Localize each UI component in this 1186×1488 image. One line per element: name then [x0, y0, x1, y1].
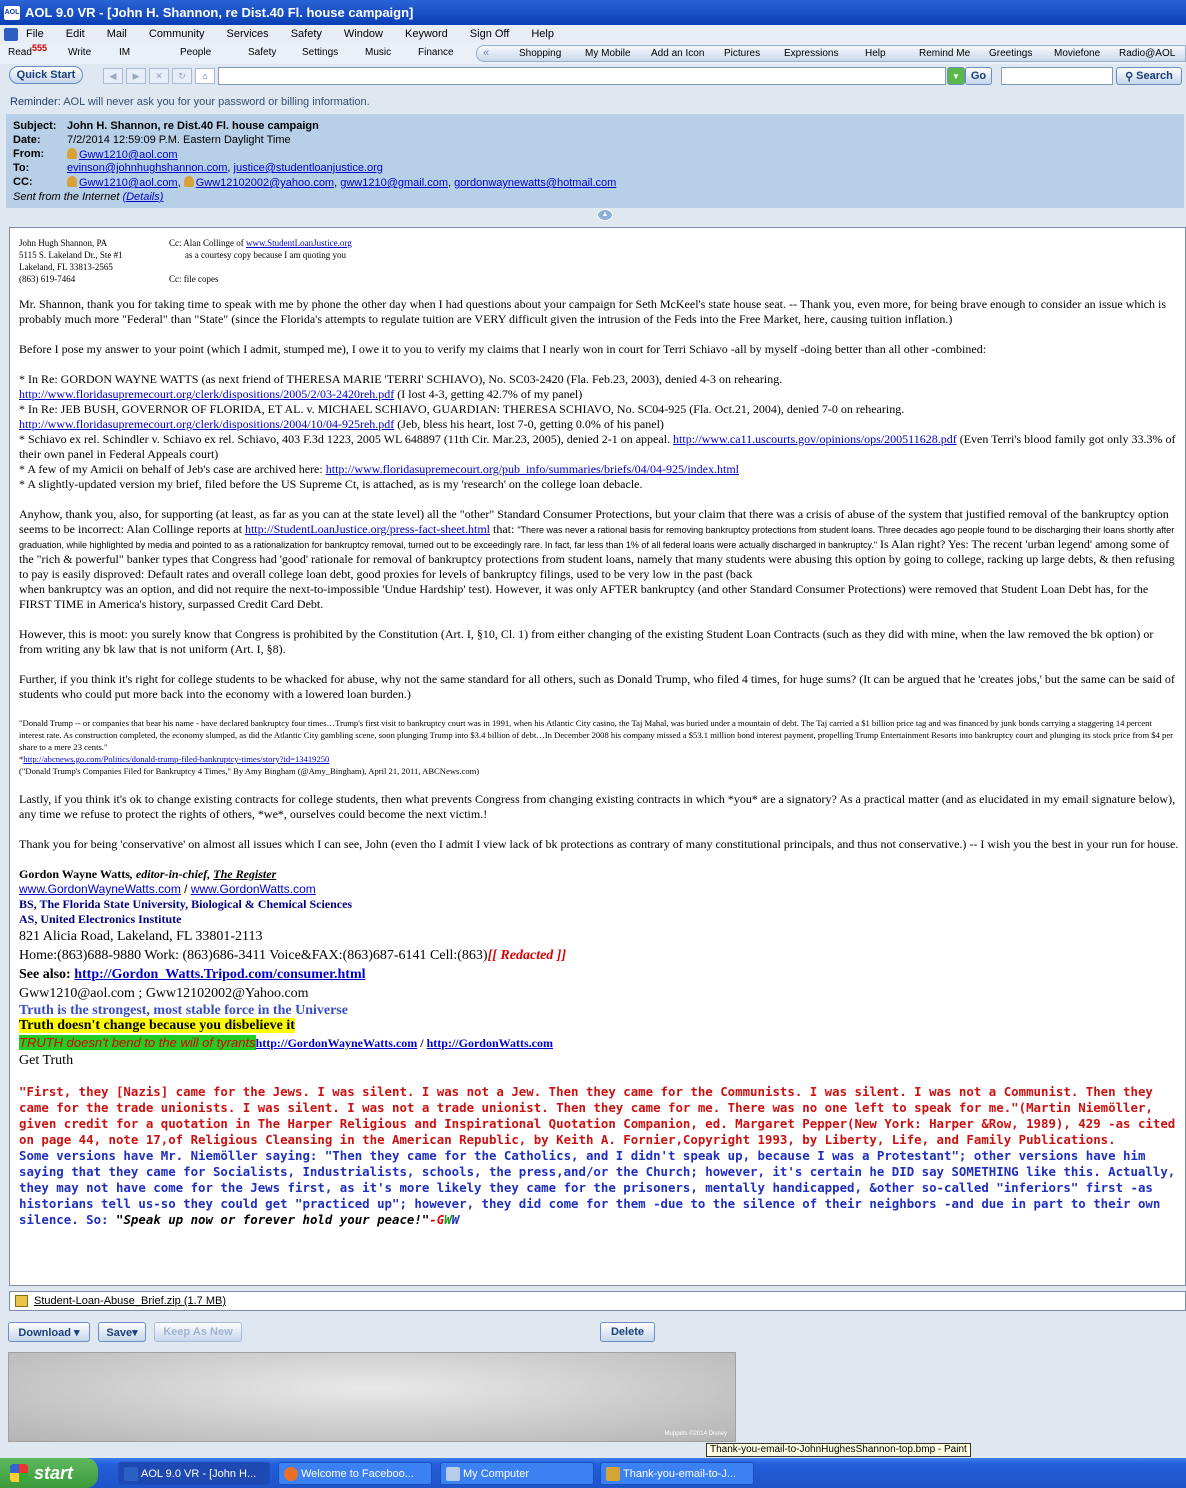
person-icon [67, 176, 77, 187]
letter-address-block [19, 237, 1179, 297]
citation-link[interactable]: http://www.floridasupremecourt.org/clerk/dispositions/2004/10/04-925reh.pdf [19, 417, 395, 431]
aol-logo-icon: AOL [4, 6, 20, 20]
menu-help[interactable]: Help [531, 28, 554, 40]
truth-tyrants: TRUTH doesn't bend to the will of tyrants [19, 1035, 256, 1050]
attachment-name[interactable]: Student-Loan-Abuse_Brief.zip (1.7 MB) [34, 1295, 226, 1307]
reminder-bar [10, 96, 370, 108]
citation-item: * In Re: JEB BUSH, GOVERNOR OF FLORIDA, ET AL. v. MICHAEL SCHIAVO, GUARDIAN: THERESA SCHIAVO, No. SC04-925 (Fla. Oct.21, 2004), denied 7-0 on rehearing. [19, 402, 905, 416]
the-register-link[interactable]: The Register [213, 867, 277, 881]
paragraph: However, this is moot: you surely know that Congress is prohibited by the Constitution (Art. I, §10, Cl. 1) from either changing of the existing Student Loan Contracts (such as they did with mine, when the law removed the bk option) or from writing any bk law that is not uniform (Art. I, §8). [19, 627, 1154, 656]
go-button[interactable]: Go [965, 67, 992, 85]
windows-flag-icon [10, 1464, 28, 1482]
signature-education: AS, United Electronics Institute [19, 912, 182, 926]
citation-note: (I lost 4-3, getting 42.7% of my panel) [394, 387, 583, 401]
person-icon [184, 176, 194, 187]
message-content [19, 237, 1179, 1228]
recipient-address-line: Lakeland, FL 33813-2565 [19, 262, 113, 272]
toolbar-music-button[interactable]: Music [365, 47, 392, 58]
taskbar-item-aol[interactable] [118, 1462, 270, 1485]
task-label: My Computer [463, 1467, 530, 1480]
taskbar-item-my-computer[interactable] [440, 1462, 594, 1485]
paragraph-text: Anyhow, thank you, also, for supporting (at least, as far as you can at the state level) all the "other" Standard Consumer Protections, but your claim that there was a crisis of abuse of the system that justified removal of the bankruptcy option seems to be incorrect: Alan Collinge reports at [19, 507, 1169, 536]
taskbar-item-firefox[interactable] [278, 1462, 432, 1485]
toolbar-radio-button[interactable]: Radio@AOL [1119, 48, 1176, 59]
windows-taskbar [0, 1458, 1186, 1488]
trump-quote: "Donald Trump -- or companies that bear his name - have declared bankruptcy four times…Trump's first visit to bankruptcy court was in 1991, when his Atlantic City casino, the Taj Mahal, was buried under a mountain of debt. The Taj carried a $1 billion price tag and was financed by junk bonds carrying a staggering 14 percent interest rate. As construction completed, the economy slumped, as did the Atlantic City gambling scene, soon plunging Trump into $3.4 billion of debt…In December 2008 his company missed a $53.1 million bond interest payment, propelling Trump Entertainment Resorts into bankruptcy court and plunging its stock price from $4 per share to a mere 23 cents." [19, 718, 1174, 752]
paragraph: Thank you for being 'conservative' on almost all issues which I can see, John (even tho I admit I view lack of bk protections as contrary of many constitutional principals, and thus not conservative.) -- I wish you the best in your run for house. [19, 837, 1179, 851]
toolbar-im-button[interactable]: IM [119, 47, 131, 58]
advertisement-banner[interactable] [8, 1352, 736, 1442]
unread-count-badge: 555 [32, 43, 48, 53]
gww-dash: - [429, 1212, 437, 1227]
toolbar-read-button[interactable] [8, 43, 48, 58]
recipient-address-line: (863) 619-7464 [19, 274, 76, 284]
save-button[interactable]: Save▾ [98, 1322, 146, 1342]
toolbar-pictures-button[interactable]: Pictures [724, 48, 761, 59]
computer-icon [446, 1467, 460, 1481]
task-label: Welcome to Faceboo... [301, 1467, 414, 1480]
menu-community[interactable]: Community [148, 28, 205, 40]
collapse-header-icon[interactable]: ▲ [597, 209, 613, 221]
citation-link[interactable]: http://www.floridasupremecourt.org/pub_info/summaries/briefs/04/04-925/index.html [325, 462, 740, 476]
person-icon [67, 148, 77, 159]
search-button-label: Search [1136, 70, 1173, 82]
menu-window[interactable]: Window [343, 28, 383, 40]
cc-note-prefix: Cc: Alan Collinge of [169, 238, 246, 248]
gww-initial: G [436, 1212, 445, 1227]
to-address-link[interactable]: justice@studentloanjustice.org [233, 162, 383, 174]
mail-header: Subject: John H. Shannon, re Dist.40 Fl. house campaign Date: 7/2/2014 12:59:09 P.M. Eastern Daylight Time From: Gww1210@aol.com To: evinson@johnhughshannon.com, justice@studentloanjustice.org CC: Gww1210@aol.com, Gww12102002@yahoo.com, gww1210@gmail.com, gordonwaynewatts@hotmail.com Sent from the Internet (Details) [6, 114, 1184, 208]
signature-education: BS, The Florida State University, Biological & Chemical Sciences [19, 897, 353, 911]
toolbar-greetings-button[interactable]: Greetings [989, 48, 1033, 59]
toolbar-read-label: Read [8, 47, 32, 58]
reminder-label: Reminder: [10, 96, 61, 108]
cc-note-text: as a courtesy copy because I am quoting you [185, 250, 346, 260]
toolbar-moviefone-button[interactable]: Moviefone [1054, 48, 1101, 59]
signature-address: 821 Alicia Road, Lakeland, FL 33801-2113 [19, 929, 263, 944]
citation-list [19, 372, 1179, 492]
cc-address-link[interactable]: Gww1210@aol.com [79, 177, 178, 189]
truth-line: Truth is the strongest, most stable force in the Universe [19, 1003, 348, 1018]
paragraph: Further, if you think it's right for college students to be whacked for abuse, why not the same standard for all others, such as Donald Trump, who filed 4 times, for huge sums? (It can be argued that he 'creates jobs,' but the same can be said of students who could put more back into the economy with a lowered loan burden.) [19, 672, 1175, 701]
website-link[interactable]: www.GordonWayneWatts.com [19, 882, 181, 896]
toolbar-extras-strip [476, 45, 1186, 62]
redacted-text: [[ Redacted ]] [487, 948, 567, 963]
to-address-link[interactable]: evinson@johnhughshannon.com [67, 162, 228, 174]
trump-citation: ("Donald Trump's Companies Filed for Bankruptcy 4 Times," By Amy Bingham (@Amy_Bingham), April 21, 2011, ABCNews.com) [19, 766, 480, 776]
toolbar-people-button[interactable]: People [180, 47, 212, 58]
window-title: AOL 9.0 VR - [John H. Shannon, re Dist.40 Fl. house campaign] [25, 5, 414, 20]
website-link[interactable]: http://GordonWatts.com [426, 1036, 553, 1050]
recipient-address-line: 5115 S. Lakeland Dr., Ste #1 [19, 250, 123, 260]
menu-sign-off[interactable]: Sign Off [469, 28, 510, 40]
menu-mail[interactable]: Mail [106, 28, 127, 40]
gww-initial: W [451, 1212, 460, 1227]
press-fact-sheet-link[interactable]: http://StudentLoanJustice.org/press-fact-sheet.html [244, 522, 490, 536]
magnifier-icon: ⚲ [1125, 70, 1134, 83]
signature-phones: Home:(863)688-9880 Work: (863)686-3411 Voice&FAX:(863)687-6141 Cell:(863) [19, 948, 488, 963]
citation-item: * In Re: GORDON WAYNE WATTS (as next friend of THERESA MARIE 'TERRI' SCHIAVO), No. SC03-2420 (Fla. Feb.23, 2003), denied 4-3 on rehearing. [19, 372, 783, 386]
closing-quote: "Speak up now or forever hold your peace!" [115, 1212, 430, 1227]
address-dropdown-icon[interactable]: ▼ [947, 67, 965, 85]
citation-item: * A slightly-updated version my brief, filed before the US Supreme Ct, is attached, as is my 'research' on the college loan debacle. [19, 477, 643, 491]
aol-app-icon [124, 1467, 138, 1481]
collapse-left-icon[interactable]: « [483, 47, 490, 59]
toolbar-my-mobile-button[interactable]: My Mobile [585, 48, 631, 59]
consumer-page-link[interactable]: http://Gordon_Watts.Tripod.com/consumer.html [74, 967, 366, 982]
citation-note: (Jeb, bless his heart, lost 7-0, getting 0.0% of his panel) [394, 417, 664, 431]
get-truth: Get Truth [19, 1053, 74, 1068]
paragraph-text: that: [490, 522, 518, 536]
download-button[interactable]: Download ▾ [8, 1322, 90, 1342]
from-address-link[interactable]: Gww1210@aol.com [79, 149, 178, 161]
delete-button[interactable]: Delete [600, 1322, 655, 1342]
toolbar-finance-button[interactable]: Finance [418, 47, 454, 58]
cc-address-link[interactable]: gordonwaynewatts@hotmail.com [454, 177, 617, 189]
cc-address-link[interactable]: Gww12102002@yahoo.com [195, 177, 335, 189]
date-value: 7/2/2014 12:59:09 P.M. Eastern Daylight Time [67, 134, 291, 146]
website-link[interactable]: http://GordonWayneWatts.com [255, 1036, 418, 1050]
signature-title: , editor-in-chief, [129, 867, 214, 881]
paragraph: Before I pose my answer to your point (which I admit, stumped me), I owe it to you to verify my claims that I nearly won in court for Terri Schiavo -all by myself -doing better than all other -combined: [19, 342, 987, 356]
cc-address-link[interactable]: gww1210@gmail.com [340, 177, 448, 189]
see-also-label: See also: [19, 967, 75, 982]
website-separator: / [417, 1036, 427, 1050]
toolbar-add-an-icon-button[interactable]: Add an Icon [651, 48, 705, 59]
stop-icon[interactable]: ✕ [149, 68, 169, 84]
taskbar-tooltip: Thank-you-email-to-JohnHughesShannon-top.bmp - Paint [706, 1443, 971, 1457]
toolbar-write-button[interactable]: Write [68, 47, 92, 58]
citation-item: * Schiavo ex rel. Schindler v. Schiavo ex rel. Schiavo, 403 F.3d 1223, 2005 WL 648897 (11th Cir. Mar.23, 2005), denied 2-1 on appeal. [19, 432, 674, 446]
paragraph-bankruptcy [19, 507, 1179, 612]
collinge-quote: "There was never a rational basis for removing bankruptcy protections from student loans. Three decades ago people found to be discharging their loans shortly after graduation, while highlighted by media and pointed to as a rationalization for bankruptcy removal, turned out to be exceedingly rare. In fact, far less than 1% of all federal loans were actually discharged in bankruptcy." [19, 525, 1175, 550]
paint-icon [606, 1467, 620, 1481]
search-button[interactable] [1116, 67, 1182, 85]
menu-keyword[interactable]: Keyword [405, 28, 448, 40]
to-label: To: [13, 162, 30, 174]
taskbar-item-paint[interactable] [600, 1462, 754, 1485]
citation-link[interactable]: http://www.ca11.uscourts.gov/opinions/ops/200511628.pdf [673, 432, 957, 446]
main-toolbar [0, 43, 1186, 64]
truth-highlight: Truth doesn't change because you disbelieve it [19, 1018, 295, 1033]
address-input[interactable] [218, 67, 946, 85]
menu-bar [0, 25, 1186, 43]
date-label: Date: [13, 134, 41, 146]
website-link[interactable]: www.GordonWatts.com [190, 882, 316, 896]
subject-label: Subject: [13, 120, 57, 132]
toolbar-remind-me-button[interactable]: Remind Me [919, 48, 971, 59]
menu-edit[interactable]: Edit [65, 28, 85, 40]
back-arrow-icon[interactable]: ◀ [103, 68, 123, 84]
zip-file-icon [15, 1295, 28, 1307]
toolbar-shopping-button[interactable]: Shopping [519, 48, 562, 59]
paragraph: Mr. Shannon, thank you for taking time to speak with me by phone the other day when I had questions about your campaign for Seth McKeel's state house seat. -- Thank you, even more, for being brave enough to consider an issue which is probably much more "Federal" than "State" (since the Florida's attempts to regulate tuition are VERY difficult given the intrusion of the Feds into the Free Market, here, causing tuition inflation.) [19, 297, 1167, 326]
task-label: Thank-you-email-to-J... [623, 1467, 737, 1480]
task-label: AOL 9.0 VR - [John H... [141, 1467, 257, 1480]
message-body [9, 227, 1186, 1286]
start-label: start [34, 1462, 74, 1483]
niemoller-quote: "First, they [Nazis] came for the Jews. I was silent. I was not a Jew. Then they came for the Communists. I was silent. I was not a Communist. Then they came for the trade unionists. I was silent. I was not a trade unionist. Then they came for me. There was no one left to speak for me."(Martin Niemöller, given credit for a quotation in The Harper Religious and Inspirational Quotation Companion, ed. Margaret Pepper(New York: Harper &Row, 1989), 429 -as cited on page 44, note 17,of Religious Cleansing in the American Republic, by Keith A. Fornier,Copyright 1993, by Liberty, Life, and Family Publications. [19, 1084, 1176, 1147]
gww-initial: W [444, 1212, 452, 1227]
home-icon[interactable]: ⌂ [195, 68, 215, 84]
studentloanjustice-link[interactable]: www.StudentLoanJustice.org [246, 238, 352, 248]
quick-start-button[interactable]: Quick Start [9, 66, 83, 84]
reminder-text: AOL will never ask you for your password or billing information. [63, 96, 370, 108]
cc-label: CC: [13, 176, 33, 188]
trump-link-prefix: * [19, 754, 24, 764]
subject-value: John H. Shannon, re Dist.40 Fl. house campaign [67, 120, 319, 132]
refresh-icon[interactable]: ↻ [172, 68, 192, 84]
forward-arrow-icon[interactable]: ▶ [126, 68, 146, 84]
sent-from-text: Sent from the Internet [13, 191, 120, 203]
keep-as-new-button[interactable]: Keep As New [154, 1322, 242, 1342]
recipient-address-line: John Hugh Shannon, PA [19, 238, 108, 248]
firefox-icon [284, 1467, 298, 1481]
abcnews-link[interactable]: http://abcnews.go.com/Politics/donald-trump-filed-bankruptcy-times/story?id=13419250 [23, 754, 330, 764]
paragraph: Lastly, if you think it's ok to change existing contracts for college students, then what prevents Congress from changing existing contracts in which *you* are a signatory? As a practical matter (and as elucidated in my email signature below), any time we refuse to protect the rights of others, *we*, ourselves could become the next victim.! [19, 792, 1176, 821]
menu-services[interactable]: Services [226, 28, 269, 40]
toolbar-safety-button[interactable]: Safety [248, 47, 277, 58]
cc-file-copies: Cc: file copes [169, 274, 219, 284]
signature-name: Gordon Wayne Watts [19, 867, 130, 881]
search-input[interactable] [1001, 67, 1113, 85]
niemoller-versions: Some versions have Mr. Niemöller saying: "Then they came for the Catholics, and I didn't speak up, because I was a Protestant"; other versions have him saying that they came for Socialists, Industrialists, schools, the press,and/or the Church; however, it's certain he DID say SOMETHING like this. Actually, they may not have come for the Jews first, as it's more likely they came for the prisoners, mentally handicapped, &other so-called "inferiors" first -as historians tell us-so they could get "practiced up"; however, they did come for them -due to the silence of their neighbors -and due in part to their own silence. So: [19, 1148, 1176, 1227]
toolbar-settings-button[interactable]: Settings [302, 47, 339, 58]
from-label: From: [13, 148, 45, 160]
email-signature [19, 867, 1179, 1228]
trump-quote-block [19, 717, 1179, 777]
website-separator: / [180, 882, 191, 896]
toolbar-help-button[interactable]: Help [865, 48, 886, 59]
attachment-row[interactable] [9, 1291, 1186, 1311]
toolbar-expressions-button[interactable]: Expressions [784, 48, 839, 59]
menu-safety[interactable]: Safety [290, 28, 322, 40]
citation-note: (Even Terri's blood family got only 33.3% of their own panel in Federal Appeals court) [19, 432, 1176, 461]
window-titlebar [0, 0, 1186, 25]
citation-link[interactable]: http://www.floridasupremecourt.org/clerk/dispositions/2005/2/03-2420reh.pdf [19, 387, 395, 401]
start-button[interactable] [0, 1458, 98, 1488]
paragraph-text: Is Alan right? Yes: The recent 'urban legend' among some of the "rich & powerful" banker types that Congress had 'good' rationale for removal of bankruptcy protections from student loans, namely that many students were abusing this option by going to college, racking up large debts, & then refusing to pay is easily disproved: Default rates and overall college loan debt, good proxies for levels of bankruptcy filings, used to be very low in the past (back [19, 537, 1175, 581]
menu-file[interactable]: File [26, 28, 44, 40]
details-link[interactable]: (Details) [122, 191, 164, 203]
ad-copyright: Muppets ©2014 Disney [664, 1431, 727, 1437]
paragraph-text: when bankruptcy was an option, and did not require the next-to-impossible 'Undue Hardship' test). However, it was only AFTER bankruptcy (and other Standard Consumer Protections) were removed that Student Loan Debt has, for the FIRST TIME in America's history, surpassed Credit Card Debt. [19, 582, 1149, 611]
aol-menu-icon[interactable] [4, 28, 18, 41]
citation-item: * A few of my Amicii on behalf of Jeb's case are archived here: [19, 462, 326, 476]
signature-emails: Gww1210@aol.com ; Gww12102002@Yahoo.com [19, 986, 309, 1001]
